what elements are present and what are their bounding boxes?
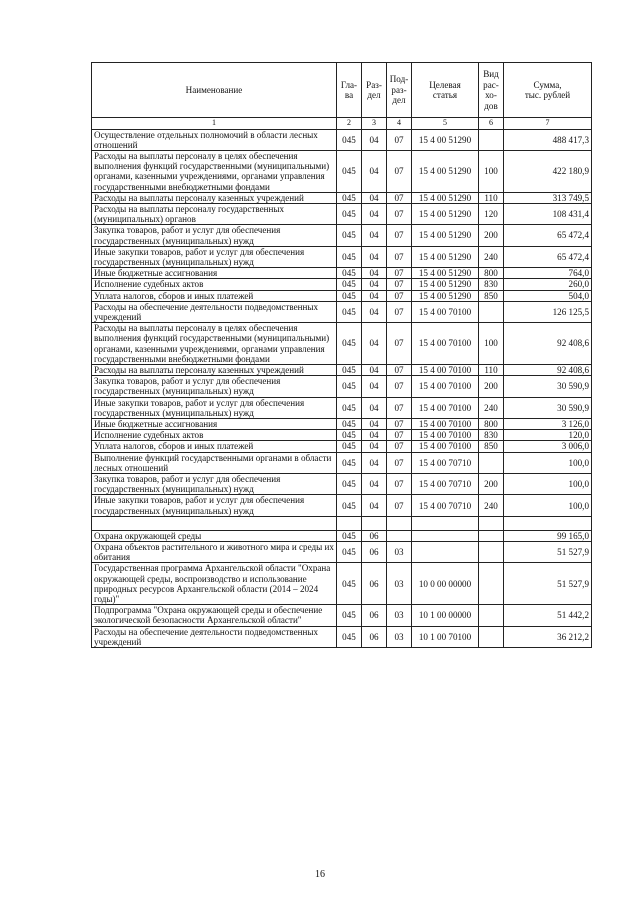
cell-vid: 200 <box>479 376 504 397</box>
cell-sum: 100,0 <box>504 495 592 516</box>
col-header-razdel-label: Раз- дел <box>366 79 382 100</box>
cell-vid <box>479 129 504 150</box>
cell-vid <box>479 452 504 473</box>
cell-name: Подпрограмма "Охрана окружающей среды и обеспечение экологической безопасности Архангельской области" <box>92 605 337 626</box>
col-header-razdel <box>362 63 387 118</box>
cell-razdel: 04 <box>362 203 387 224</box>
col-header-glava <box>337 63 362 118</box>
cell-target: 15 4 00 70100 <box>412 376 479 397</box>
column-number: 6 <box>479 118 504 130</box>
table-body <box>92 129 592 648</box>
cell-razdel: 04 <box>362 452 387 473</box>
column-number: 5 <box>412 118 479 130</box>
cell-target: 15 4 00 51290 <box>412 225 479 246</box>
cell-sum: 65 472,4 <box>504 225 592 246</box>
cell-sum: 51 527,9 <box>504 563 592 605</box>
cell-podrazdel: 03 <box>387 605 412 626</box>
cell-target: 15 4 00 51290 <box>412 203 479 224</box>
cell-name: Закупка товаров, работ и услуг для обеспечения государственных (муниципальных) нужд <box>92 474 337 495</box>
table-row <box>92 605 592 626</box>
cell-target <box>412 542 479 563</box>
cell-sum: 3 006,0 <box>504 441 592 452</box>
cell-podrazdel: 07 <box>387 441 412 452</box>
table-row <box>92 626 592 647</box>
cell-glava: 045 <box>337 301 362 322</box>
cell-glava: 045 <box>337 203 362 224</box>
cell-sum: 92 408,6 <box>504 323 592 365</box>
cell-glava: 045 <box>337 290 362 301</box>
cell-razdel: 04 <box>362 301 387 322</box>
cell-target: 15 4 00 70710 <box>412 452 479 473</box>
table-row <box>92 563 592 605</box>
cell-target <box>412 530 479 541</box>
cell-name: Иные закупки товаров, работ и услуг для обеспечения государственных (муниципальных) нужд <box>92 246 337 267</box>
cell-podrazdel: 07 <box>387 323 412 365</box>
cell-name: Иные закупки товаров, работ и услуг для обеспечения государственных (муниципальных) нужд <box>92 397 337 418</box>
table-row <box>92 530 592 541</box>
table-row <box>92 430 592 441</box>
cell-razdel: 04 <box>362 225 387 246</box>
cell-razdel: 06 <box>362 626 387 647</box>
col-header-sum <box>504 63 592 118</box>
cell-glava: 045 <box>337 246 362 267</box>
cell-name: Исполнение судебных актов <box>92 279 337 290</box>
cell-podrazdel: 07 <box>387 452 412 473</box>
cell-vid: 850 <box>479 290 504 301</box>
cell-vid: 240 <box>479 246 504 267</box>
cell-target: 15 4 00 51290 <box>412 192 479 203</box>
cell-target: 15 4 00 51290 <box>412 129 479 150</box>
table-row <box>92 542 592 563</box>
cell-podrazdel: 03 <box>387 626 412 647</box>
cell-podrazdel: 07 <box>387 129 412 150</box>
cell-name: Расходы на обеспечение деятельности подведомственных учреждений <box>92 301 337 322</box>
cell-name: Иные бюджетные ассигнования <box>92 418 337 429</box>
cell-razdel: 04 <box>362 376 387 397</box>
cell-name <box>92 516 337 530</box>
col-header-target-label: Целевая статья <box>429 79 461 100</box>
cell-target: 15 4 00 70100 <box>412 364 479 375</box>
cell-podrazdel: 07 <box>387 301 412 322</box>
cell-name: Осуществление отдельных полномочий в области лесных отношений <box>92 129 337 150</box>
cell-name: Закупка товаров, работ и услуг для обеспечения государственных (муниципальных) нужд <box>92 376 337 397</box>
table-row <box>92 268 592 279</box>
table-row <box>92 376 592 397</box>
cell-vid <box>479 626 504 647</box>
cell-glava: 045 <box>337 605 362 626</box>
cell-target: 15 4 00 70710 <box>412 495 479 516</box>
cell-target: 15 4 00 51290 <box>412 268 479 279</box>
cell-podrazdel: 07 <box>387 290 412 301</box>
cell-target: 10 0 00 00000 <box>412 563 479 605</box>
cell-razdel <box>362 516 387 530</box>
cell-glava: 045 <box>337 376 362 397</box>
cell-razdel: 04 <box>362 418 387 429</box>
cell-razdel: 04 <box>362 129 387 150</box>
cell-target: 15 4 00 70100 <box>412 430 479 441</box>
cell-sum: 30 590,9 <box>504 397 592 418</box>
cell-sum: 422 180,9 <box>504 150 592 192</box>
cell-name: Расходы на выплаты персоналу государственных (муниципальных) органов <box>92 203 337 224</box>
cell-razdel: 06 <box>362 563 387 605</box>
cell-podrazdel: 07 <box>387 192 412 203</box>
cell-sum: 100,0 <box>504 474 592 495</box>
cell-razdel: 06 <box>362 530 387 541</box>
cell-target: 15 4 00 51290 <box>412 150 479 192</box>
table-row <box>92 279 592 290</box>
cell-podrazdel: 07 <box>387 364 412 375</box>
cell-podrazdel: 07 <box>387 203 412 224</box>
cell-vid: 100 <box>479 323 504 365</box>
table-row <box>92 203 592 224</box>
cell-name: Охрана окружающей среды <box>92 530 337 541</box>
table-row <box>92 290 592 301</box>
cell-sum: 100,0 <box>504 452 592 473</box>
cell-sum: 92 408,6 <box>504 364 592 375</box>
cell-target <box>412 516 479 530</box>
cell-glava: 045 <box>337 495 362 516</box>
cell-razdel: 04 <box>362 150 387 192</box>
cell-podrazdel: 07 <box>387 376 412 397</box>
cell-sum: 3 126,0 <box>504 418 592 429</box>
table-header-row <box>92 63 592 118</box>
cell-glava: 045 <box>337 441 362 452</box>
table-row <box>92 150 592 192</box>
cell-razdel: 04 <box>362 364 387 375</box>
cell-razdel: 04 <box>362 397 387 418</box>
cell-razdel: 04 <box>362 323 387 365</box>
cell-target: 10 1 00 00000 <box>412 605 479 626</box>
cell-vid: 800 <box>479 418 504 429</box>
cell-glava: 045 <box>337 323 362 365</box>
table-row <box>92 418 592 429</box>
cell-vid <box>479 530 504 541</box>
cell-vid: 200 <box>479 225 504 246</box>
col-header-target <box>412 63 479 118</box>
cell-vid <box>479 542 504 563</box>
cell-target: 15 4 00 70100 <box>412 418 479 429</box>
cell-name: Расходы на обеспечение деятельности подведомственных учреждений <box>92 626 337 647</box>
cell-podrazdel: 07 <box>387 268 412 279</box>
cell-sum: 51 527,9 <box>504 542 592 563</box>
cell-vid: 800 <box>479 268 504 279</box>
cell-podrazdel: 03 <box>387 542 412 563</box>
cell-glava: 045 <box>337 279 362 290</box>
col-header-vid-label: Вид рас- хо- дов <box>483 69 499 111</box>
cell-glava: 045 <box>337 225 362 246</box>
cell-sum: 313 749,5 <box>504 192 592 203</box>
cell-glava: 045 <box>337 418 362 429</box>
cell-razdel: 04 <box>362 268 387 279</box>
cell-glava: 045 <box>337 150 362 192</box>
column-number: 4 <box>387 118 412 130</box>
cell-target: 15 4 00 51290 <box>412 290 479 301</box>
cell-razdel: 04 <box>362 246 387 267</box>
col-header-vid <box>479 63 504 118</box>
col-header-name: Наименование <box>92 63 337 118</box>
cell-sum: 36 212,2 <box>504 626 592 647</box>
cell-sum: 764,0 <box>504 268 592 279</box>
cell-sum: 126 125,5 <box>504 301 592 322</box>
cell-razdel: 04 <box>362 192 387 203</box>
cell-sum: 65 472,4 <box>504 246 592 267</box>
cell-podrazdel: 07 <box>387 150 412 192</box>
cell-podrazdel: 07 <box>387 418 412 429</box>
cell-sum: 504,0 <box>504 290 592 301</box>
cell-razdel: 04 <box>362 290 387 301</box>
cell-razdel: 04 <box>362 495 387 516</box>
table-row <box>92 192 592 203</box>
cell-vid <box>479 563 504 605</box>
cell-sum: 108 431,4 <box>504 203 592 224</box>
cell-podrazdel: 07 <box>387 225 412 246</box>
col-header-glava-label: Гла- ва <box>340 79 358 100</box>
cell-name: Охрана объектов растительного и животного мира и среды их обитания <box>92 542 337 563</box>
cell-vid <box>479 301 504 322</box>
table-row <box>92 301 592 322</box>
cell-glava: 045 <box>337 542 362 563</box>
table-row <box>92 495 592 516</box>
cell-target: 15 4 00 51290 <box>412 246 479 267</box>
cell-name: Исполнение судебных актов <box>92 430 337 441</box>
cell-podrazdel: 07 <box>387 246 412 267</box>
cell-razdel: 06 <box>362 542 387 563</box>
column-number: 7 <box>504 118 592 130</box>
cell-vid: 110 <box>479 364 504 375</box>
table-row <box>92 516 592 530</box>
budget-table <box>91 62 592 648</box>
table-row <box>92 441 592 452</box>
cell-vid <box>479 605 504 626</box>
cell-vid <box>479 516 504 530</box>
cell-target: 15 4 00 70100 <box>412 301 479 322</box>
column-number: 1 <box>92 118 337 130</box>
cell-target: 15 4 00 70100 <box>412 323 479 365</box>
cell-podrazdel: 07 <box>387 474 412 495</box>
cell-glava: 045 <box>337 364 362 375</box>
cell-vid: 830 <box>479 430 504 441</box>
cell-vid: 110 <box>479 192 504 203</box>
cell-vid: 240 <box>479 495 504 516</box>
cell-target: 10 1 00 70100 <box>412 626 479 647</box>
column-number: 2 <box>337 118 362 130</box>
cell-glava: 045 <box>337 530 362 541</box>
cell-podrazdel: 03 <box>387 563 412 605</box>
cell-name: Расходы на выплаты персоналу в целях обеспечения выполнения функций государственными (муниципальными) органами, казенными учреждениями, органами управления государственными внебюджетными фондами <box>92 150 337 192</box>
cell-vid: 200 <box>479 474 504 495</box>
cell-vid: 120 <box>479 203 504 224</box>
cell-target: 15 4 00 70710 <box>412 474 479 495</box>
table-row <box>92 364 592 375</box>
cell-razdel: 06 <box>362 605 387 626</box>
cell-name: Иные бюджетные ассигнования <box>92 268 337 279</box>
cell-glava: 045 <box>337 626 362 647</box>
cell-sum <box>504 516 592 530</box>
cell-sum: 120,0 <box>504 430 592 441</box>
cell-sum: 51 442,2 <box>504 605 592 626</box>
cell-glava: 045 <box>337 452 362 473</box>
table-row <box>92 323 592 365</box>
cell-vid: 240 <box>479 397 504 418</box>
cell-target: 15 4 00 70100 <box>412 397 479 418</box>
cell-razdel: 04 <box>362 474 387 495</box>
col-header-sum-label: Сумма, тыс. рублей <box>524 79 571 100</box>
table-row <box>92 225 592 246</box>
cell-glava: 045 <box>337 397 362 418</box>
cell-sum: 30 590,9 <box>504 376 592 397</box>
cell-podrazdel: 07 <box>387 279 412 290</box>
cell-target: 15 4 00 70100 <box>412 441 479 452</box>
cell-vid: 850 <box>479 441 504 452</box>
col-header-podrazdel-label: Под- раз- дел <box>389 74 409 106</box>
cell-vid: 100 <box>479 150 504 192</box>
cell-glava <box>337 516 362 530</box>
cell-name: Государственная программа Архангельской области "Охрана окружающей среды, воспроизводство и использование природных ресурсов Архангельской области (2014 – 2024 годы)" <box>92 563 337 605</box>
cell-podrazdel: 07 <box>387 495 412 516</box>
cell-name: Уплата налогов, сборов и иных платежей <box>92 290 337 301</box>
cell-glava: 045 <box>337 268 362 279</box>
cell-name: Закупка товаров, работ и услуг для обеспечения государственных (муниципальных) нужд <box>92 225 337 246</box>
cell-name: Расходы на выплаты персоналу казенных учреждений <box>92 192 337 203</box>
cell-glava: 045 <box>337 430 362 441</box>
cell-sum: 260,0 <box>504 279 592 290</box>
table-row <box>92 246 592 267</box>
cell-razdel: 04 <box>362 430 387 441</box>
column-number-row <box>92 118 592 130</box>
cell-glava: 045 <box>337 474 362 495</box>
cell-name: Расходы на выплаты персоналу в целях обеспечения выполнения функций государственными (муниципальными) органами, казенными учреждениями, органами управления государственными внебюджетными фондами <box>92 323 337 365</box>
col-header-podrazdel <box>387 63 412 118</box>
cell-name: Выполнение функций государственными органами в области лесных отношений <box>92 452 337 473</box>
cell-glava: 045 <box>337 129 362 150</box>
column-number: 3 <box>362 118 387 130</box>
cell-razdel: 04 <box>362 279 387 290</box>
cell-sum: 488 417,3 <box>504 129 592 150</box>
cell-podrazdel: 07 <box>387 430 412 441</box>
cell-vid: 830 <box>479 279 504 290</box>
table-row <box>92 474 592 495</box>
cell-podrazdel <box>387 516 412 530</box>
cell-podrazdel: 07 <box>387 397 412 418</box>
cell-glava: 045 <box>337 192 362 203</box>
cell-target: 15 4 00 51290 <box>412 279 479 290</box>
cell-sum: 99 165,0 <box>504 530 592 541</box>
cell-name: Уплата налогов, сборов и иных платежей <box>92 441 337 452</box>
cell-glava: 045 <box>337 563 362 605</box>
cell-name: Иные закупки товаров, работ и услуг для обеспечения государственных (муниципальных) нужд <box>92 495 337 516</box>
table-row <box>92 452 592 473</box>
cell-podrazdel <box>387 530 412 541</box>
table-row <box>92 129 592 150</box>
cell-name: Расходы на выплаты персоналу казенных учреждений <box>92 364 337 375</box>
table-row <box>92 397 592 418</box>
page-number: 16 <box>315 869 325 880</box>
cell-razdel: 04 <box>362 441 387 452</box>
